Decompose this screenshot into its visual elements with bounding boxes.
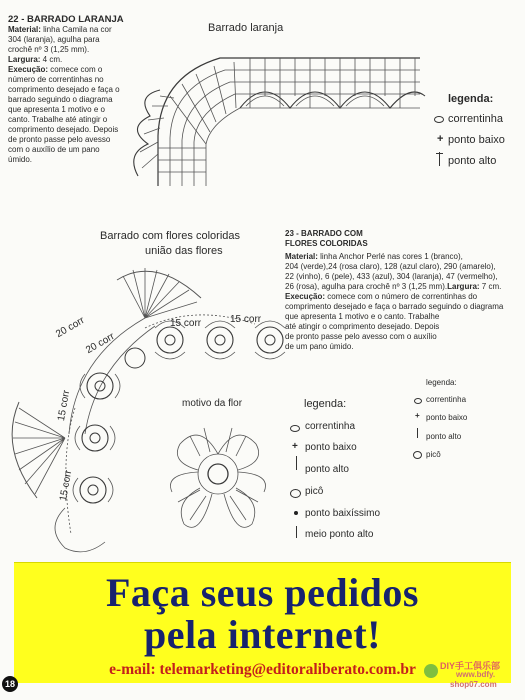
ponto-baixissimo-icon <box>294 511 298 515</box>
page-number: 18 <box>2 676 18 692</box>
article-title-line: FLORES COLORIDAS <box>285 239 368 248</box>
execucao-line: comprimento desejado e faça o barrado seguindo o diagrama <box>285 302 504 311</box>
execucao-line: que apresenta 1 motivo e o canto. Trabalhe <box>285 312 440 321</box>
largura-value: 4 cm. <box>40 55 63 64</box>
article-title-line: 23 - BARRADO COM <box>285 229 363 238</box>
barrado-laranja-diagram <box>130 36 440 196</box>
material-line: 26 (rosa), agulha para crochê nº 3 (1,25 mm). <box>285 282 448 291</box>
execucao-line: comprimento desejado e faça o <box>8 85 120 94</box>
legend-item: picô <box>426 450 441 459</box>
material-line: crochê nº 3 (1,25 mm). <box>8 45 90 54</box>
ponto-baixo-icon: + <box>437 133 444 145</box>
legend-item: ponto alto <box>426 432 462 441</box>
label-20-corr: 20 corr <box>54 315 87 341</box>
material-label: Material: <box>285 252 318 261</box>
legend-item: picô <box>305 486 324 497</box>
diagram-subtitle-flores: união das flores <box>145 245 223 257</box>
article-body <box>285 252 507 352</box>
legend-item: meio ponto alto <box>305 529 374 540</box>
material-line: 304 (laranja), agulha para <box>8 35 100 44</box>
execucao-line: com o auxílio de um pano <box>8 145 100 154</box>
execucao-line: de um pano úmido. <box>285 342 354 351</box>
watermark-text: shop07.com <box>450 680 497 689</box>
execucao-line: comece com o <box>48 65 103 74</box>
ponto-baixo-icon: + <box>415 411 420 420</box>
legend-item: ponto alto <box>305 464 349 475</box>
correntinha-icon <box>434 116 444 123</box>
execucao-line: número de correntinhas no <box>8 75 104 84</box>
material-label: Material: <box>8 25 41 34</box>
watermark-logo-icon <box>424 664 438 678</box>
legend-item: correntinha <box>426 395 467 404</box>
legend-item: ponto alto <box>448 155 497 167</box>
label-15-corr: 15 corr <box>56 389 73 422</box>
order-online-banner <box>14 562 511 683</box>
legend-title: legenda: <box>448 93 494 105</box>
diagram-title-barrado-laranja: Barrado laranja <box>208 22 284 34</box>
motif-title: motivo da flor <box>182 398 243 409</box>
material-line: 22 (vinho), 6 (pele), 433 (azul), 304 (laranja), 47 (vermelho), <box>285 272 498 281</box>
watermark-text: DIY手工俱乐部 <box>440 661 501 671</box>
ponto-alto-icon <box>417 428 418 438</box>
banner-headline: Faça seus pedidos <box>106 570 419 615</box>
article-title: 22 - BARRADO LARANJA <box>8 14 124 25</box>
pico-icon <box>290 489 301 498</box>
label-15-corr: 15 corr <box>58 469 75 502</box>
correntinha-icon <box>414 398 422 404</box>
largura-label: Largura: <box>447 282 480 291</box>
execucao-line: úmido. <box>8 155 33 164</box>
legend-item: correntinha <box>448 113 504 125</box>
correntinha-icon <box>290 425 300 432</box>
banner-email-link[interactable]: e-mail: telemarketing@editoraliberato.com.br <box>109 661 416 678</box>
legend-item: ponto baixo <box>426 413 468 422</box>
execucao-line: de pronto passe pelo avesso com o auxílio <box>285 332 437 341</box>
legend-title: legenda: <box>304 398 347 410</box>
motif-flower-diagram <box>160 412 280 542</box>
material-line: linha Camila na cor <box>40 25 112 34</box>
label-15-corr: 15 corr <box>170 318 202 329</box>
execucao-line: de pronto passe pelo avesso <box>8 135 111 144</box>
article-title <box>285 229 368 249</box>
execucao-line: canto. Trabalhe até atingir o <box>8 115 108 124</box>
largura-label: Largura: <box>8 55 41 64</box>
label-20-corr: 20 corr <box>84 331 117 357</box>
ponto-baixo-icon: + <box>292 441 298 452</box>
execucao-line: comece com o número de correntinhas do <box>325 292 478 301</box>
ponto-alto-icon <box>296 456 297 470</box>
legend-item: ponto baixíssimo <box>305 508 381 519</box>
ponto-alto-icon <box>439 152 440 166</box>
ponto-alto-icon-bar <box>436 153 443 154</box>
legend-title: legenda: <box>426 378 457 387</box>
watermark-text: www.bdfy. <box>456 670 496 679</box>
legend-item: correntinha <box>305 421 356 432</box>
largura-value: 7 cm. <box>479 282 502 291</box>
legend-item: ponto baixo <box>305 442 357 453</box>
legend-item: ponto baixo <box>448 134 505 146</box>
material-line: 204 (verde),24 (rosa claro), 128 (azul claro), 290 (amarelo), <box>285 262 496 271</box>
material-text <box>8 25 126 165</box>
material-line: linha Anchor Perlé nas cores 1 (branco), <box>317 252 463 261</box>
diagram-title-flores: Barrado com flores coloridas <box>100 230 241 242</box>
banner-headline: pela internet! <box>144 612 381 657</box>
meio-ponto-alto-icon <box>296 526 297 538</box>
label-15-corr: 15 corr <box>230 314 262 325</box>
execucao-label: Execução: <box>8 65 49 74</box>
execucao-line: que apresenta 1 motivo e o <box>8 105 105 114</box>
execucao-line: comprimento desejado. Depois <box>8 125 119 134</box>
execucao-line: barrado seguindo o diagrama <box>8 95 113 104</box>
pico-icon <box>413 451 422 459</box>
execucao-label: Execução: <box>285 292 326 301</box>
execucao-line: até atingir o comprimento desejado. Depois <box>285 322 440 331</box>
